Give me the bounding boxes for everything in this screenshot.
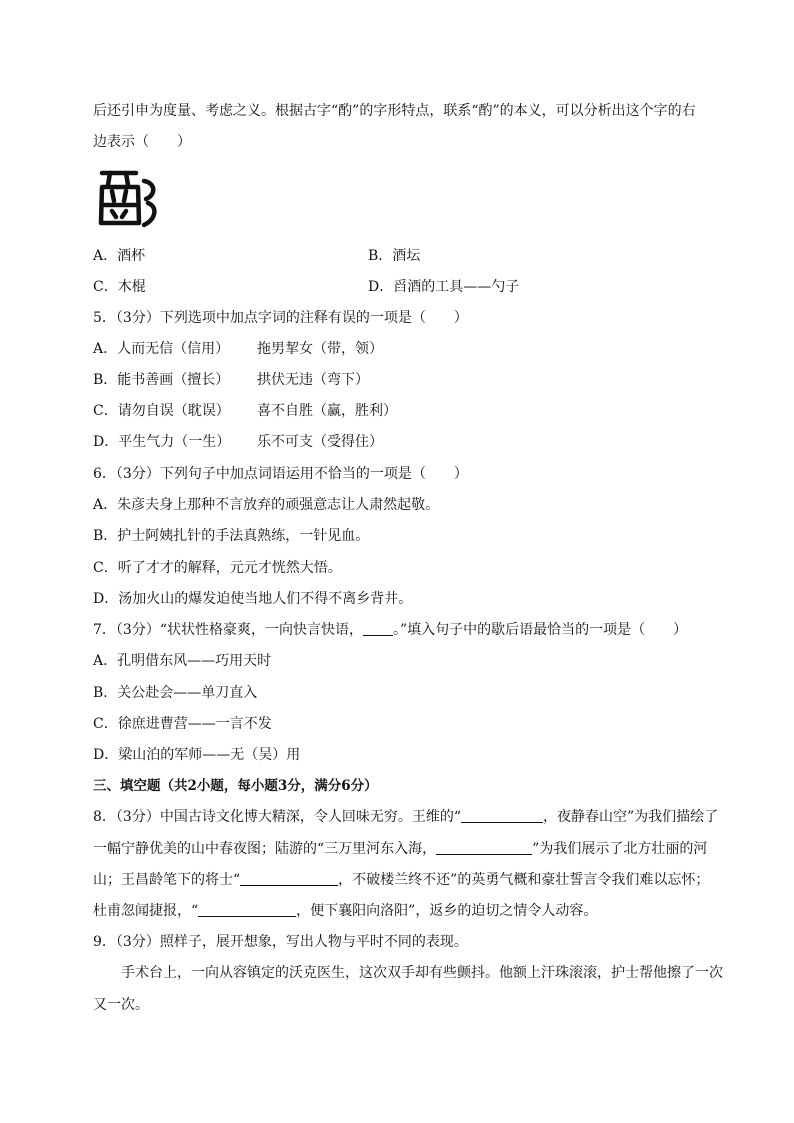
q9-example-line-1: 手术台上，一向从容镇定的沃克医生，这次双手却有些颤抖。他额上汗珠滚滚，护士帮他擦了一次 xyxy=(121,965,723,981)
q8-line-1-text-a: 8．（3分）中国古诗文化博大精深，令人回味无穷。王维的“ xyxy=(93,809,461,825)
intro-line-1: 后还引申为度量、考虑之义。根据古字“酌”的字形特点，联系“酌”的本义，可以分析出这个字的右 xyxy=(93,103,696,119)
q8-blank-4[interactable] xyxy=(198,902,296,917)
q8-line-4-text-a: 杜甫忽闻捷报，“ xyxy=(93,903,199,919)
q7-stem-part-1: 7．（3分）“状状性格豪爽，一向快言快语， xyxy=(93,622,363,638)
q8-line-4 xyxy=(93,901,597,921)
q7-stem xyxy=(93,620,687,640)
q4-option-d[interactable]: D．舀酒的工具——勺子 xyxy=(368,279,520,295)
q7-option-c[interactable]: C．徐庶进曹营——一言不发 xyxy=(93,716,272,732)
q5-option-c[interactable]: C．请勿自误（耽误） xyxy=(93,403,230,419)
q5-option-a-2: 拖男挈女（带，领） xyxy=(257,341,383,357)
q9-example-line-2: 又一次。 xyxy=(93,997,149,1013)
q8-blank-1[interactable] xyxy=(461,808,543,823)
q9-stem: 9．（3分）照样子，展开想象，写出人物与平时不同的表现。 xyxy=(93,934,468,950)
intro-line-2: 边表示（ ） xyxy=(93,134,191,150)
q7-answer-blank[interactable] xyxy=(363,621,393,636)
q6-option-c[interactable]: C．听了才才的解释，元元才恍然大悟。 xyxy=(93,560,342,576)
q8-line-1 xyxy=(93,807,718,827)
q7-stem-part-2: 。”填入句子中的歇后语最恰当的一项是（ ） xyxy=(392,622,688,638)
q8-blank-2[interactable] xyxy=(436,840,532,855)
q6-stem: 6．（3分）下列句子中加点词语运用不恰当的一项是（ ） xyxy=(93,466,468,482)
q7-option-b[interactable]: B．关公赴会——单刀直入 xyxy=(93,685,258,701)
q8-line-3-text-b: ，不破楼兰终不还”的英勇气概和豪壮誓言令我们难以忘怀； xyxy=(338,872,710,888)
q6-option-a[interactable]: A．朱彦夫身上那种不言放弃的顽强意志让人肃然起敬。 xyxy=(93,497,440,513)
q8-line-3 xyxy=(93,870,709,890)
q8-line-2-text-a: 一幅宁静优美的山中春夜图；陆游的“三万里河东入海， xyxy=(93,841,437,857)
q8-blank-3[interactable] xyxy=(240,871,338,886)
section-3-heading: 三、填空题（共2小题，每小题3分，满分6分） xyxy=(93,778,378,794)
q5-option-c-2: 喜不自胜（赢，胜利） xyxy=(257,403,397,419)
q7-option-a[interactable]: A．孔明借东风——巧用天时 xyxy=(93,653,272,669)
q4-option-c[interactable]: C．木棍 xyxy=(93,279,146,295)
q6-option-b[interactable]: B．护士阿姨扎针的手法真熟练，一针见血。 xyxy=(93,528,370,544)
q8-line-1-text-b: ，夜静春山空”为我们描绘了 xyxy=(542,809,719,825)
q5-option-b-2: 拱伏无违（弯下） xyxy=(257,372,369,388)
q5-stem: 5．（3分）下列选项中加点字词的注释有误的一项是（ ） xyxy=(93,310,468,326)
q8-line-4-text-b: ，便下襄阳向洛阳”，返乡的迫切之情令人动容。 xyxy=(296,903,598,919)
q6-option-d[interactable]: D．汤加火山的爆发迫使当地人们不得不离乡背井。 xyxy=(93,591,413,607)
q5-option-b[interactable]: B．能书善画（擅长） xyxy=(93,372,230,388)
q5-option-d-2: 乐不可支（受得住） xyxy=(257,434,383,450)
q4-option-a[interactable]: A．酒杯 xyxy=(93,248,146,264)
q8-line-2 xyxy=(93,839,707,859)
q5-option-d[interactable]: D．平生气力（一生） xyxy=(93,434,231,450)
q8-line-3-text-a: 山；王昌龄笔下的将士“ xyxy=(93,872,241,888)
q5-option-a[interactable]: A．人而无信（信用） xyxy=(93,341,230,357)
q8-line-2-text-b: ”为我们展示了北方壮丽的河 xyxy=(532,841,708,857)
ancient-zhuo-character-glyph xyxy=(96,165,162,231)
q4-option-b[interactable]: B．酒坛 xyxy=(368,248,421,264)
q7-option-d[interactable]: D．梁山泊的军师——无（吴）用 xyxy=(93,747,301,763)
